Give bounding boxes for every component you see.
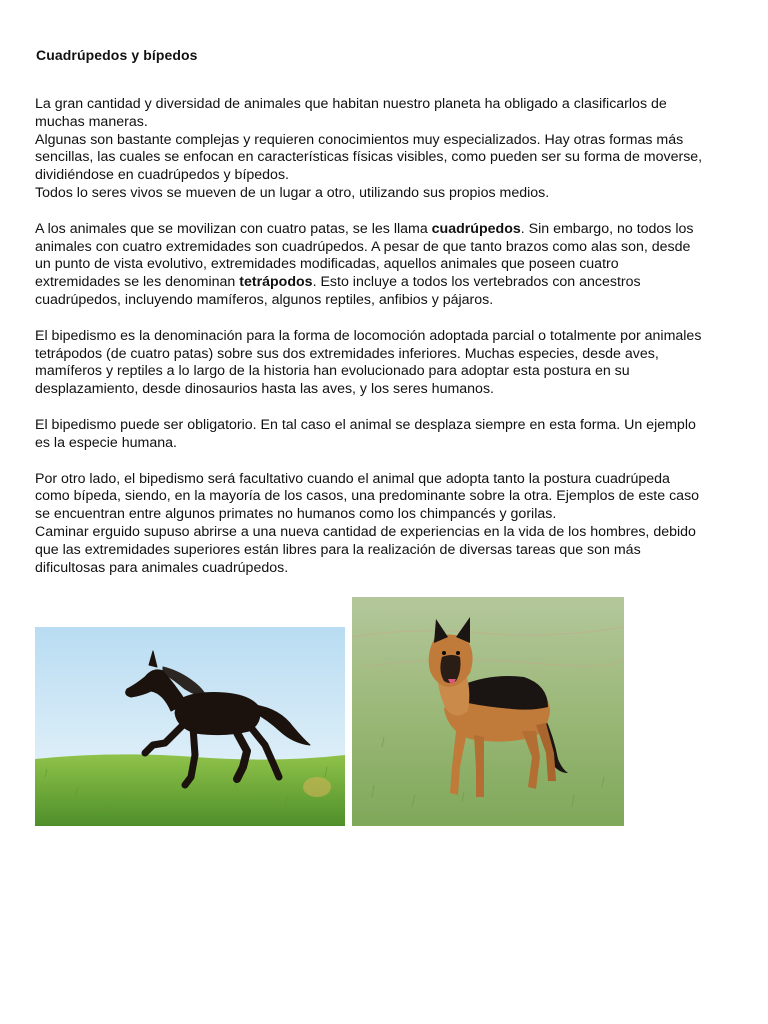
paragraph-intro — [35, 96, 747, 203]
text-line: sencillas, las cuales se enfocan en características físicas visibles, como pueden ser su forma de moverse, — [35, 149, 703, 166]
text-line: un punto de vista evolutivo, extremidades modificadas, aquellos animales que poseen cuatro — [35, 256, 619, 273]
horse-illustration — [35, 627, 345, 826]
text-line — [35, 221, 747, 239]
text-line: desplazamiento, desde dinosaurios hasta las aves, y los seres humanos. — [35, 381, 494, 398]
page-title: Cuadrúpedos y bípedos — [36, 47, 198, 63]
text-line: animales con cuatro extremidades son cuadrúpedos. A pesar de que tanto brazos como alas son, desde — [35, 238, 691, 255]
text-line: El bipedismo es la denominación para la forma de locomoción adoptada parcial o totalmente por animales — [35, 327, 702, 344]
text-line — [35, 274, 747, 292]
paragraph-facultative — [35, 471, 747, 578]
text-line: La gran cantidad y diversidad de animales que habitan nuestro planeta ha obligado a clasificarlos de — [35, 96, 667, 112]
term-tetrapodos: tetrápodos — [239, 274, 313, 291]
text-line: tetrápodos (de cuatro patas) sobre sus dos extremidades inferiores. Muchas especies, desde aves, — [35, 345, 659, 362]
text-line: Algunas son bastante complejas y requieren conocimientos muy especializados. Hay otras formas más — [35, 131, 684, 148]
text-line: dividiéndose en cuadrúpedos y bípedos. — [35, 167, 289, 184]
horse-photo — [35, 627, 345, 826]
paragraph-obligatory — [35, 417, 747, 453]
text-line: como bípeda, siendo, en la mayoría de los casos, una predominante sobre la otra. Ejemplos de este caso — [35, 488, 700, 505]
text-line: mamíferos y reptiles a lo largo de la historia han evolucionado para adoptar esta postura en su — [35, 363, 630, 380]
text-line: dificultosas para animales cuadrúpedos. — [35, 559, 289, 576]
paragraph-quadrupeds — [35, 221, 747, 310]
document-body — [35, 96, 747, 595]
text-line: cuadrúpedos, incluyendo mamíferos, algunos reptiles, anfibios y pájaros. — [35, 291, 494, 308]
text-line: El bipedismo puede ser obligatorio. En tal caso el animal se desplaza siempre en esta forma. Un ejemplo — [35, 416, 696, 433]
text-line: se encuentran entre algunos primates no humanos como los chimpancés y gorilas. — [35, 506, 557, 523]
text-line: Todos lo seres vivos se mueven de un lugar a otro, utilizando sus propios medios. — [35, 184, 550, 201]
text-line: Caminar erguido supuso abrirse a una nueva cantidad de experiencias en la vida de los hombres, debido — [35, 523, 696, 540]
term-cuadrupedos: cuadrúpedos — [431, 220, 521, 237]
text-line: muchas maneras. — [35, 113, 148, 130]
text-line: Por otro lado, el bipedismo será facultativo cuando el animal que adopta tanto la postura cuadrúpeda — [35, 470, 670, 487]
text-line: es la especie humana. — [35, 434, 177, 451]
text-run: . Esto incluye a todos los vertebrados con ancestros — [312, 274, 641, 291]
text-run: . Sin embargo, no todos los — [520, 220, 694, 237]
dog-photo — [352, 597, 624, 826]
dog-illustration — [352, 597, 624, 826]
paragraph-bipedism — [35, 328, 747, 399]
text-line: que las extremidades superiores están libres para la realización de diversas tareas que son más — [35, 541, 641, 558]
text-run: extremidades se les denominan — [35, 274, 240, 291]
text-run: A los animales que se movilizan con cuatro patas, se les llama — [35, 220, 432, 237]
